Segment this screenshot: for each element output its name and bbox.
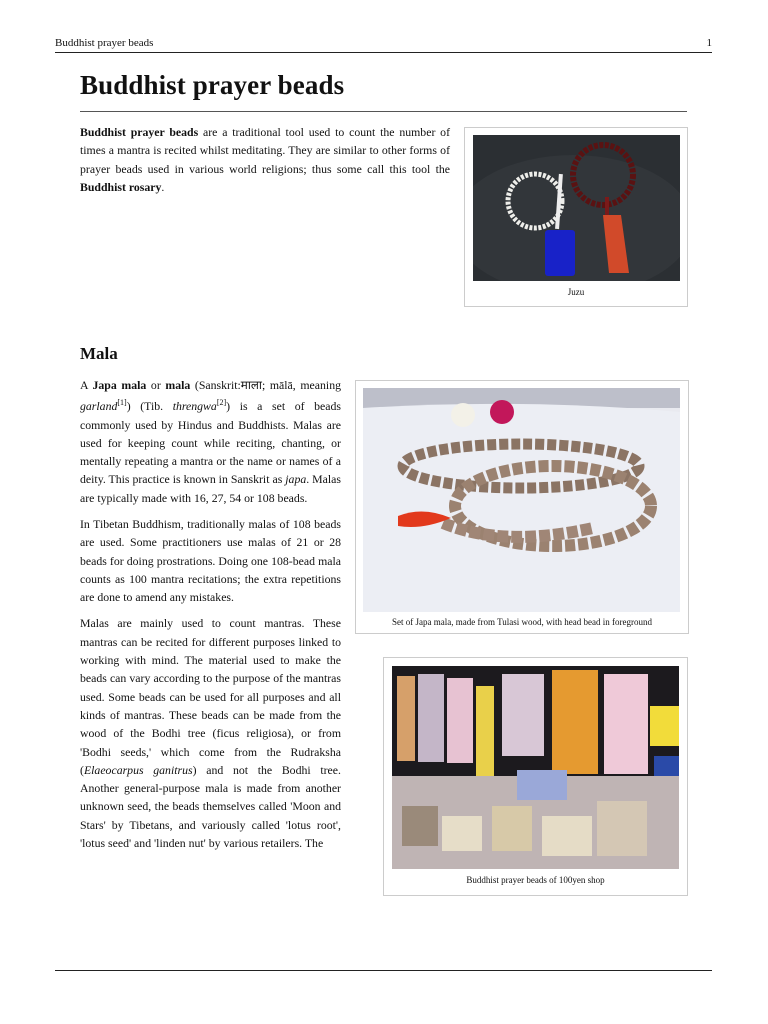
term-mala: mala <box>165 378 191 392</box>
term-threngwa: threngwa <box>172 399 217 414</box>
intro-bold-term: Buddhist prayer beads <box>80 125 199 139</box>
shop-image <box>392 666 679 869</box>
intro-text-end: . <box>161 179 165 194</box>
intro-text: are a traditional tool used to count the number of times a mantra is recited whilst meditating. They are similar to other forms of prayer beads used in various world religions; thus some call this tool the <box>80 125 450 176</box>
section-heading-mala: Mala <box>80 344 118 363</box>
term-japa: japa <box>285 472 307 487</box>
running-header-title: Buddhist prayer beads <box>55 37 154 49</box>
figure-100yen-shop <box>383 657 688 896</box>
intro-bold-term-2: Buddhist rosary <box>80 179 162 194</box>
term-garland: garland <box>80 399 118 414</box>
p3-text-2: ) and not the Bodhi tree. Another general-purpose mala is made from another unknown seed, the beads themselves called 'Moon and Stars' by Tibetans, and variously called 'lotus root', 'lotus seed' and 'linden nut' by various retailers. The <box>80 762 341 851</box>
p1-text-2: (Sanskrit:माला; mālā, meaning <box>190 378 341 392</box>
mala-paragraph-3 <box>80 614 341 852</box>
figure-juzu <box>464 127 688 307</box>
juzu-image <box>473 135 680 281</box>
intro-paragraph <box>80 123 450 196</box>
reference-2[interactable]: [2] <box>216 398 227 408</box>
p1-text-0: A <box>80 378 93 392</box>
juzu-caption: Juzu <box>567 287 585 297</box>
japa-mala-image <box>363 388 680 612</box>
footer-divider <box>55 970 712 971</box>
p1-text-3: ) (Tib. <box>126 399 173 414</box>
p3-text-1: Malas are mainly used to count mantras. These mantras can be recited for different purposes linked to working with mind. The material used to make the beads can vary according to the purpose of the mantras used. Some beads can be used for all purposes and all kinds of mantras. These beads can be made from the wood of the Bodhi tree (ficus religiosa), or from 'Bodhi seeds,' which come from the Rudraksha ( <box>80 616 341 777</box>
reference-1[interactable]: [1] <box>117 398 127 408</box>
shop-caption: Buddhist prayer beads of 100yen shop <box>466 875 605 885</box>
article-title: Buddhist prayer beads <box>80 70 345 100</box>
mala-paragraph-2: In Tibetan Buddhism, traditionally malas of 108 beads are used. Some practitioners use malas of 21 or 28 beads for doing prostrations. Doing one 108-bead mala counts as 100 mantra recitations; the extra repetitions are done to amend any mistakes. <box>80 517 341 605</box>
p1-text-1: or <box>146 378 166 392</box>
page-number: 1 <box>706 37 712 49</box>
term-elaeocarpus: Elaeocarpus ganitrus <box>83 762 193 777</box>
japa-mala-caption: Set of Japa mala, made from Tulasi wood, with head bead in foreground <box>392 617 652 627</box>
running-header <box>55 36 712 53</box>
title-divider <box>80 111 687 112</box>
mala-section-body <box>80 376 341 852</box>
p1-text-5: . Malas are typically made with 16, 27, 54 or 108 beads. <box>80 472 341 505</box>
mala-paragraph-1 <box>80 376 341 507</box>
term-japa-mala: Japa mala <box>92 378 147 392</box>
figure-japa-mala <box>355 380 689 634</box>
p1-text-4: ) is a set of beads commonly used by Hindus and Buddhists. Malas are used for keeping count while reciting, chanting, or mentally repeating a mantra or the name or names of a deity. This practice is known in Sanskrit as <box>80 399 341 487</box>
